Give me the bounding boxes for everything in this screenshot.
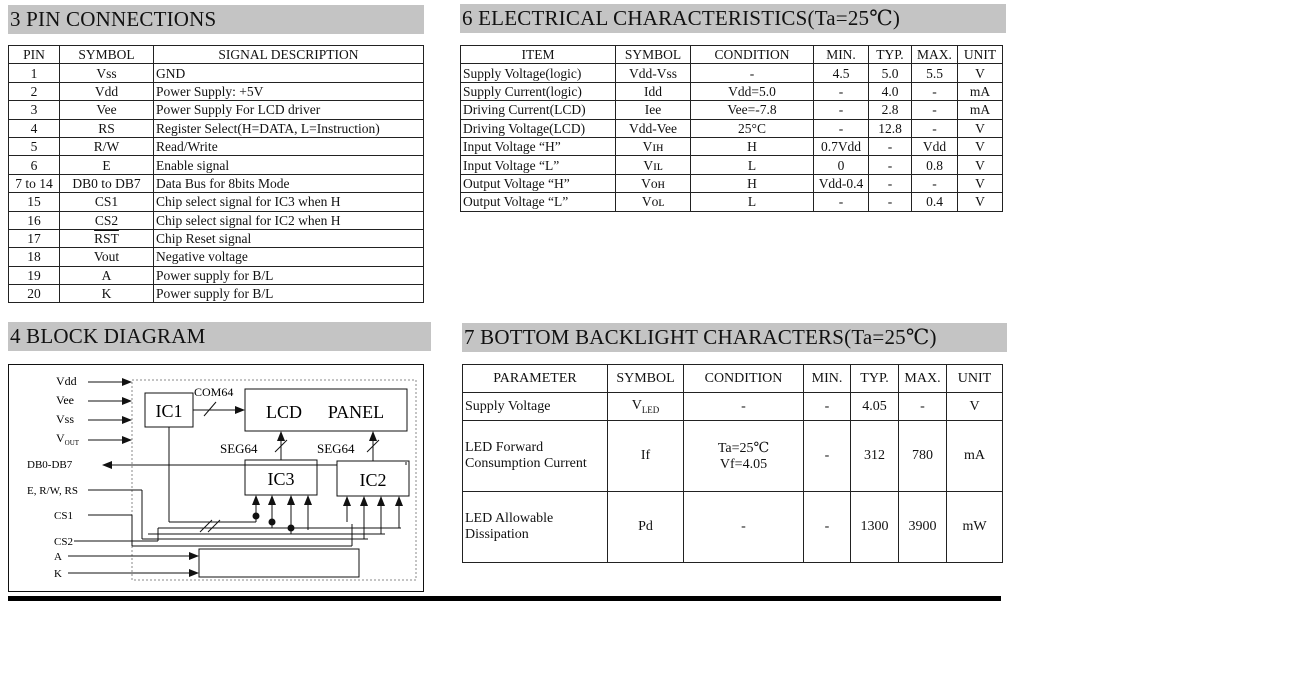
panel-label: PANEL	[327, 402, 385, 422]
ec-condition: H	[691, 137, 814, 155]
table-row	[9, 248, 424, 266]
table-header-row	[463, 365, 1003, 393]
pin-number: 5	[9, 137, 60, 155]
column-header: MAX.	[912, 46, 958, 64]
ec-max: -	[912, 101, 958, 119]
table-row	[9, 137, 424, 155]
pin-number: 7 to 14	[9, 174, 60, 192]
bl-symbol: Pd	[608, 492, 684, 563]
table-row	[461, 137, 1003, 155]
vdd-label: Vdd	[56, 374, 77, 388]
bl-parameter: LED Allowable Dissipation	[463, 492, 608, 563]
pin-number: 20	[9, 285, 60, 303]
pin-symbol: R/W	[60, 137, 154, 155]
pin-number: 19	[9, 266, 60, 284]
ec-unit: V	[958, 193, 1003, 211]
pin-description: GND	[154, 64, 424, 82]
pin-symbol: CS1	[60, 193, 154, 211]
ec-max: 0.8	[912, 156, 958, 174]
pin-description: Chip select signal for IC3 when H	[154, 193, 424, 211]
pin-description: Negative voltage	[154, 248, 424, 266]
pin-description: Power Supply For LCD driver	[154, 101, 424, 119]
bl-min: -	[804, 393, 851, 421]
table-row	[9, 229, 424, 247]
ec-unit: V	[958, 156, 1003, 174]
bl-condition: -	[684, 492, 804, 563]
ec-typ: -	[869, 174, 912, 192]
ec-min: -	[814, 119, 869, 137]
bl-min: -	[804, 421, 851, 492]
ec-condition: L	[691, 156, 814, 174]
pin-number: 18	[9, 248, 60, 266]
ic2-label: IC2	[359, 470, 387, 490]
pin-description: Register Select(H=DATA, L=Instruction)	[154, 119, 424, 137]
bl-condition: -	[684, 393, 804, 421]
table-row	[9, 156, 424, 174]
ec-min: -	[814, 82, 869, 100]
ec-min: -	[814, 193, 869, 211]
pin-symbol: $\overline{RST}$	[60, 229, 154, 247]
bl-typ: 4.05	[851, 393, 899, 421]
column-header: TYP.	[869, 46, 912, 64]
table-row	[461, 174, 1003, 192]
ec-max: 0.4	[912, 193, 958, 211]
ec-item: Input Voltage “L”	[461, 156, 616, 174]
pin-symbol: E	[60, 156, 154, 174]
column-header: PARAMETER	[463, 365, 608, 393]
backlight-characters-title: 7 BOTTOM BACKLIGHT CHARACTERS(Ta=25℃)	[462, 323, 1007, 352]
bl-unit: mA	[947, 421, 1003, 492]
pin-description: Power Supply: +5V	[154, 82, 424, 100]
ec-typ: -	[869, 156, 912, 174]
table-row	[9, 101, 424, 119]
pin-symbol: Vee	[60, 101, 154, 119]
table-row	[9, 64, 424, 82]
ec-max: -	[912, 119, 958, 137]
table-row	[461, 101, 1003, 119]
ec-condition: -	[691, 64, 814, 82]
column-header: PIN	[9, 46, 60, 64]
ec-symbol: Vdd-Vss	[616, 64, 691, 82]
pin-symbol: K	[60, 285, 154, 303]
ec-symbol: Vɪʟ	[616, 156, 691, 174]
ec-max: Vdd	[912, 137, 958, 155]
pin-number: 1	[9, 64, 60, 82]
bus-slash	[204, 402, 216, 416]
backlight-characters-table	[462, 364, 1003, 563]
table-row	[461, 156, 1003, 174]
junction-dot	[269, 519, 276, 526]
ec-condition: H	[691, 174, 814, 192]
block-diagram-title: 4 BLOCK DIAGRAM	[8, 322, 431, 351]
bl-typ: 1300	[851, 492, 899, 563]
seg64-right-label: SEG64	[317, 441, 355, 456]
table-row	[463, 421, 1003, 492]
pin-description: Data Bus for 8bits Mode	[154, 174, 424, 192]
column-header: SYMBOL	[608, 365, 684, 393]
table-row	[461, 119, 1003, 137]
ec-item: Supply Current(logic)	[461, 82, 616, 100]
ec-unit: mA	[958, 82, 1003, 100]
pin-symbol: Vss	[60, 64, 154, 82]
pin-connections-table	[8, 45, 424, 303]
table-row	[9, 119, 424, 137]
pin-symbol: Vdd	[60, 82, 154, 100]
electrical-characteristics-table	[460, 45, 1003, 212]
ec-max: -	[912, 82, 958, 100]
column-header: ITEM	[461, 46, 616, 64]
pin-description: Power supply for B/L	[154, 285, 424, 303]
bl-typ: 312	[851, 421, 899, 492]
bl-symbol: If	[608, 421, 684, 492]
ec-symbol: Vᴏʟ	[616, 193, 691, 211]
ec-unit: V	[958, 119, 1003, 137]
column-header: TYP.	[851, 365, 899, 393]
ec-symbol: Vɪʜ	[616, 137, 691, 155]
ec-min: -	[814, 101, 869, 119]
vee-label: Vee	[56, 393, 74, 407]
ec-typ: 12.8	[869, 119, 912, 137]
table-row	[461, 82, 1003, 100]
ec-typ: 4.0	[869, 82, 912, 100]
bl-unit: V	[947, 393, 1003, 421]
ec-min: 0	[814, 156, 869, 174]
column-header: UNIT	[947, 365, 1003, 393]
table-row	[9, 285, 424, 303]
pin-symbol: DB0 to DB7	[60, 174, 154, 192]
table-row	[9, 211, 424, 229]
ic3-label: IC3	[267, 469, 295, 489]
ec-unit: mA	[958, 101, 1003, 119]
table-header-row	[461, 46, 1003, 64]
pin-description: Read/Write	[154, 137, 424, 155]
bl-parameter: Supply Voltage	[463, 393, 608, 421]
ec-condition: L	[691, 193, 814, 211]
ec-symbol: Vᴏʜ	[616, 174, 691, 192]
ec-symbol: Iee	[616, 101, 691, 119]
ec-unit: V	[958, 137, 1003, 155]
table-row	[9, 82, 424, 100]
ec-item: Output Voltage “L”	[461, 193, 616, 211]
ec-condition: Vdd=5.0	[691, 82, 814, 100]
electrical-characteristics-title: 6 ELECTRICAL CHARACTERISTICS(Ta=25℃)	[460, 4, 1006, 33]
bl-unit: mW	[947, 492, 1003, 563]
table-row	[461, 193, 1003, 211]
pin-symbol: Vout	[60, 248, 154, 266]
table-row	[9, 174, 424, 192]
bl-parameter: LED Forward Consumption Current	[463, 421, 608, 492]
ec-typ: -	[869, 193, 912, 211]
ic1-label: IC1	[155, 401, 183, 421]
pin-number: 16	[9, 211, 60, 229]
seg64-left-label: SEG64	[220, 441, 258, 456]
ec-item: Driving Voltage(LCD)	[461, 119, 616, 137]
pin-description: Chip select signal for IC2 when H	[154, 211, 424, 229]
ec-unit: V	[958, 64, 1003, 82]
table-row	[461, 64, 1003, 82]
bottom-rule	[8, 596, 1001, 601]
a-label: A	[54, 551, 62, 563]
db-label: DB0-DB7	[27, 459, 73, 471]
ec-symbol: Vdd-Vee	[616, 119, 691, 137]
column-header: CONDITION	[684, 365, 804, 393]
pin-number: 2	[9, 82, 60, 100]
pin-description: Power supply for B/L	[154, 266, 424, 284]
ec-condition: Vee=-7.8	[691, 101, 814, 119]
table-row	[9, 266, 424, 284]
column-header: SIGNAL DESCRIPTION	[154, 46, 424, 64]
bl-min: -	[804, 492, 851, 563]
table-row	[9, 193, 424, 211]
bl-max: -	[899, 393, 947, 421]
pin-symbol: RS	[60, 119, 154, 137]
bl-symbol: $V_{LED}$	[608, 393, 684, 421]
ec-max: -	[912, 174, 958, 192]
com64-label: COM64	[194, 385, 234, 399]
column-header: SYMBOL	[616, 46, 691, 64]
pin-description: Chip Reset signal	[154, 229, 424, 247]
bl-condition: Ta=25℃ Vf=4.05	[684, 421, 804, 492]
pin-number: 17	[9, 229, 60, 247]
junction-dot	[253, 513, 260, 520]
pin-symbol: A	[60, 266, 154, 284]
vout-label: $V_{OUT}$	[56, 431, 80, 447]
pin-number: 15	[9, 193, 60, 211]
pin-number: 3	[9, 101, 60, 119]
bl-max: 780	[899, 421, 947, 492]
vss-label: Vss	[56, 412, 75, 426]
ec-item: Output Voltage “H”	[461, 174, 616, 192]
block-diagram	[8, 364, 424, 592]
ec-symbol: Idd	[616, 82, 691, 100]
pin-symbol: CS2	[60, 211, 154, 229]
k-label: K	[54, 568, 62, 580]
ec-item: Supply Voltage(logic)	[461, 64, 616, 82]
ec-item: Input Voltage “H”	[461, 137, 616, 155]
junction-dot	[288, 525, 295, 532]
ec-condition: 25°C	[691, 119, 814, 137]
ec-typ: 2.8	[869, 101, 912, 119]
table-row	[463, 492, 1003, 563]
column-header: UNIT	[958, 46, 1003, 64]
table-row	[463, 393, 1003, 421]
table-header-row	[9, 46, 424, 64]
bl-max: 3900	[899, 492, 947, 563]
ec-typ: -	[869, 137, 912, 155]
pin-connections-title: 3 PIN CONNECTIONS	[8, 5, 424, 34]
ec-unit: V	[958, 174, 1003, 192]
cs1-label: CS1	[54, 510, 73, 522]
ec-item: Driving Current(LCD)	[461, 101, 616, 119]
ec-min: 0.7Vdd	[814, 137, 869, 155]
ec-max: 5.5	[912, 64, 958, 82]
cs2-label: CS2	[54, 536, 73, 548]
column-header: CONDITION	[691, 46, 814, 64]
column-header: SYMBOL	[60, 46, 154, 64]
pin-number: 4	[9, 119, 60, 137]
column-header: MIN.	[814, 46, 869, 64]
pin-number: 6	[9, 156, 60, 174]
ec-min: 4.5	[814, 64, 869, 82]
ec-typ: 5.0	[869, 64, 912, 82]
column-header: MIN.	[804, 365, 851, 393]
backlight-block	[199, 549, 359, 577]
lcd-label: LCD	[266, 402, 302, 422]
pin-description: Enable signal	[154, 156, 424, 174]
control-label: E, R/W, RS	[27, 485, 78, 497]
ec-min: Vdd-0.4	[814, 174, 869, 192]
column-header: MAX.	[899, 365, 947, 393]
